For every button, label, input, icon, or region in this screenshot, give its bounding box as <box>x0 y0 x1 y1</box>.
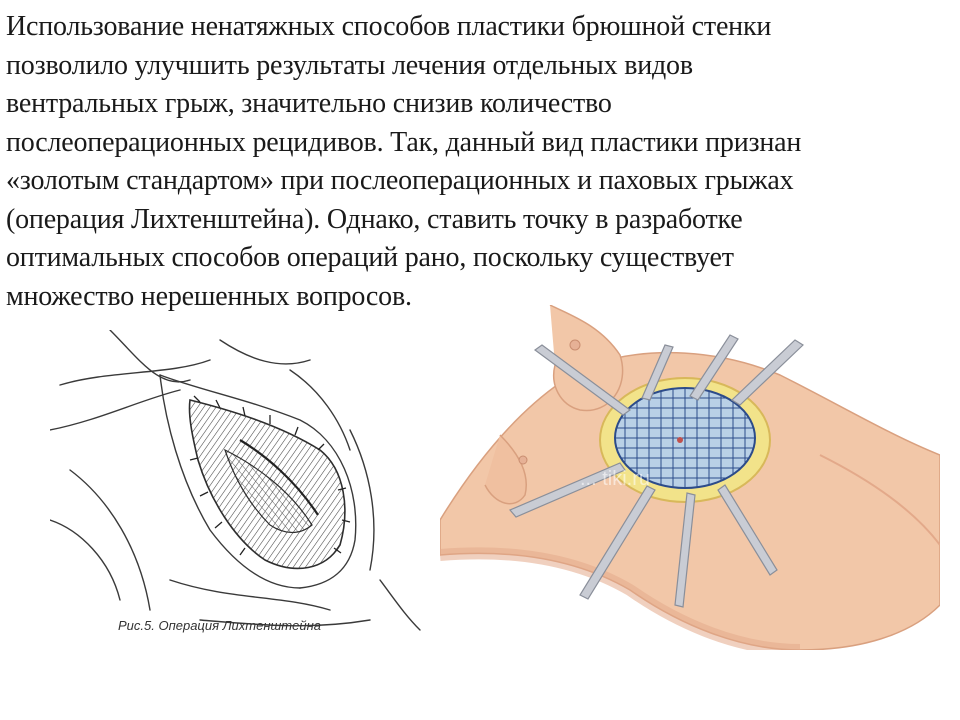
mesh-repair-illustration <box>440 305 940 650</box>
text-line: «золотым стандартом» при послеоперационных и паховых грыжах <box>6 165 794 196</box>
watermark: ... tiki.ru <box>580 468 651 490</box>
lichtenstein-illustration <box>50 330 430 640</box>
body-paragraph <box>6 8 951 316</box>
text-line: оптимальных способов операций рано, поскольку существует <box>6 242 734 273</box>
text-line: позволило улучшить результаты лечения отдельных видов <box>6 49 693 81</box>
figure-caption: Рис.5. Операция Лихтенштейна <box>118 618 321 633</box>
text-line: Использование ненатяжных способов пластики брюшной стенки <box>6 11 772 42</box>
text-line: (операция Лихтенштейна). Однако, ставить точку в разработке <box>6 203 743 235</box>
text-line: вентральных грыж, значительно снизив количество <box>6 88 612 119</box>
text-line: послеоперационных рецидивов. Так, данный вид пластики признан <box>6 126 802 158</box>
text-line: множество нерешенных вопросов. <box>6 280 412 312</box>
